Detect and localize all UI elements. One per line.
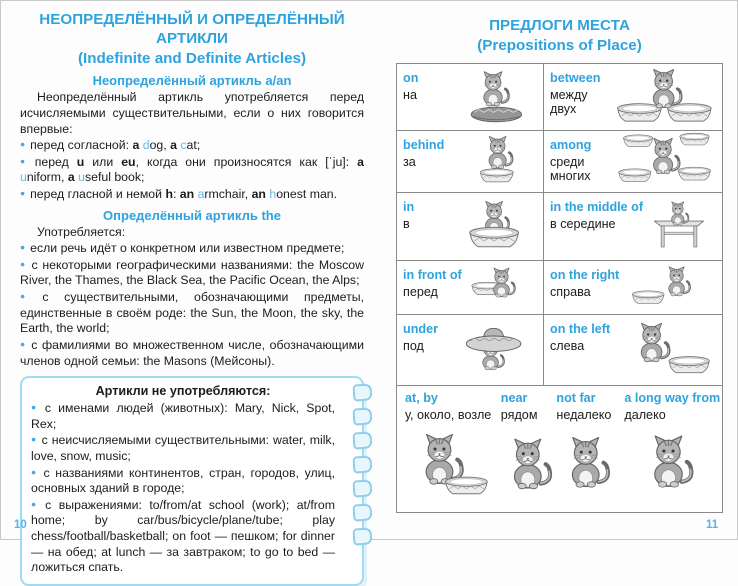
- preposition-ru: недалеко: [556, 407, 612, 422]
- cat-scene-illustration: [642, 200, 716, 252]
- cat-scene-illustration: [453, 134, 537, 188]
- cat-scene-illustration: [416, 422, 490, 507]
- bullet-item: [31, 433, 335, 464]
- preposition-ru: в середине: [550, 216, 616, 231]
- bullet-item: [20, 258, 364, 289]
- preposition-ru: справа: [550, 284, 591, 299]
- cat-scene-illustration: [612, 265, 716, 309]
- table-row: [397, 315, 722, 386]
- bullet-text: с некоторыми географическими названиями: the Moscow River, the Thames, the Black Sea, the Pacific Ocean, the Alps;: [20, 257, 364, 288]
- preposition-ru: на: [403, 87, 417, 102]
- bullet-text: перед гласной и немой h: an armchair, an honest man.: [30, 187, 338, 202]
- bullet-text: с фамилиями во множественном числе, обозначающими членов одной семьи: the Masons (Мейсоны).: [20, 337, 364, 368]
- preposition-ru: рядом: [500, 407, 538, 422]
- bullet-item: [20, 241, 364, 257]
- cat-scene-illustration: [453, 70, 537, 124]
- definite-intro: Употребляется:: [37, 224, 126, 239]
- page-title-line2: АРТИКЛИ: [156, 30, 228, 48]
- prep-cell-in: [397, 193, 544, 260]
- cat-scene-illustration: [632, 422, 706, 507]
- bullet-icon: ●: [20, 338, 27, 349]
- binding-clip-icon: [352, 479, 372, 497]
- cat-scene-illustration: [612, 321, 716, 379]
- preposition-en: on the left: [550, 321, 611, 336]
- bullet-icon: ●: [31, 466, 39, 477]
- preposition-en: a long way from: [624, 390, 721, 405]
- prep-cell-in-front-of: [397, 261, 544, 314]
- preposition-ru: между двух: [550, 87, 588, 116]
- bullet-icon: ●: [31, 402, 40, 413]
- preposition-ru: среди многих: [550, 154, 591, 183]
- binding-clip-icon: [352, 455, 372, 473]
- prep-cell-between: [544, 64, 722, 130]
- binding-clip-icon: [352, 383, 372, 401]
- cat-scene-illustration: [453, 265, 537, 309]
- prep-cell-a-long-way-from: [624, 390, 721, 507]
- bullet-text: с названиями континентов, стран, городов, улиц, основных зданий в городе;: [31, 465, 335, 496]
- preposition-en: on: [403, 70, 419, 85]
- bullet-item: [20, 290, 364, 337]
- prep-cell-among: [544, 131, 722, 192]
- note-box-heading: Артикли не употребляются:: [95, 384, 271, 399]
- bullet-item: [31, 498, 335, 576]
- bullet-text: с неисчисляемыми существительными: water, milk, love, snow, music;: [31, 433, 335, 463]
- page-title-line1: НЕОПРЕДЕЛЁННЫЙ И ОПРЕДЕЛЁННЫЙ: [39, 11, 345, 28]
- bullet-icon: ●: [20, 188, 26, 199]
- preposition-en: near: [500, 390, 528, 405]
- preposition-en: behind: [403, 137, 445, 152]
- cat-scene-illustration: [612, 132, 716, 190]
- prep-cell-on: [397, 64, 544, 130]
- bullet-icon: ●: [20, 139, 26, 150]
- indefinite-intro: Неопределённый артикль употребляется перед исчисляемыми существительными, если о них говорится впервые:: [20, 90, 364, 136]
- cat-scene-illustration: [553, 422, 627, 507]
- bullet-icon: ●: [20, 291, 38, 302]
- table-row-distance: [397, 386, 722, 512]
- prep-cell-on-the-right: [544, 261, 722, 314]
- cat-scene-illustration: [453, 199, 537, 253]
- bullet-text: перед u или eu, когда они произносятся как [ˈju]: a uniform, a useful book;: [20, 154, 364, 185]
- page-title: [20, 10, 364, 68]
- prep-cell-behind: [397, 131, 544, 192]
- bullet-text: с выражениями: to/from/at school (work); at/from home; by car/bus/bicycle/plane/tube; play chess/football/basketball; on foot — пешком; for dinner — на обед; at lunch — за завтраком; to go to bed — ложиться спать.: [31, 497, 335, 575]
- bullet-item: [31, 466, 335, 497]
- cat-scene-illustration: [453, 323, 537, 377]
- binding-clip-icon: [352, 431, 372, 449]
- bullet-text: с именами людей (животных): Mary, Nick, Spot, Rex;: [31, 401, 335, 431]
- bullet-item: [31, 401, 335, 432]
- preposition-en: not far: [556, 390, 596, 405]
- page-title-english: (Indefinite and Definite Articles): [77, 49, 307, 67]
- page-left-articles: [20, 10, 364, 586]
- preposition-ru: перед: [403, 284, 438, 299]
- page-number-left: 10: [14, 519, 27, 531]
- preposition-ru: далеко: [624, 407, 666, 422]
- preposition-ru: у, около, возле: [405, 407, 492, 422]
- page-title-english: (Prepositions of Place): [477, 36, 642, 54]
- prep-cell-under: [397, 315, 544, 385]
- table-row: [397, 193, 722, 261]
- bullet-icon: ●: [31, 498, 41, 509]
- prep-cell-not-far: [556, 391, 624, 507]
- bullet-icon: ●: [20, 242, 26, 253]
- bullet-text: если речь идёт о конкретном или известном предмете;: [30, 241, 345, 256]
- page-title: [396, 16, 723, 56]
- bullet-item: [20, 155, 364, 186]
- preposition-en: at, by: [405, 390, 438, 405]
- section-heading-indefinite: Неопределённый артикль a/an: [92, 73, 292, 89]
- page-number-right: 11: [706, 519, 719, 531]
- preposition-ru: за: [403, 154, 416, 169]
- preposition-en: on the right: [550, 267, 620, 282]
- preposition-en: between: [550, 70, 601, 85]
- bullet-icon: ●: [20, 258, 27, 269]
- bullet-icon: ●: [31, 434, 37, 445]
- bullet-icon: ●: [20, 155, 30, 166]
- preposition-en: in: [403, 199, 415, 214]
- preposition-ru: в: [403, 216, 410, 231]
- bullet-item: [20, 338, 364, 369]
- prep-cell-near: [501, 391, 557, 507]
- binding-clip-icon: [352, 527, 372, 545]
- prep-cell-on-the-left: [544, 315, 722, 385]
- bullet-item: [20, 138, 364, 154]
- section-heading-definite: Определённый артикль the: [103, 207, 281, 223]
- preposition-en: among: [550, 137, 592, 152]
- prep-cell-at-by: [405, 391, 501, 507]
- preposition-ru: под: [403, 338, 424, 353]
- binding-clip-icon: [352, 503, 372, 521]
- prepositions-table: [396, 63, 723, 513]
- bullet-item: [20, 187, 364, 203]
- preposition-en: in front of: [403, 267, 462, 282]
- page-right-prepositions: [396, 16, 723, 513]
- table-row: [397, 131, 722, 193]
- preposition-en: under: [403, 321, 438, 336]
- page-title-line1: ПРЕДЛОГИ МЕСТА: [489, 17, 630, 34]
- table-row: [397, 261, 722, 315]
- preposition-en: in the middle of: [550, 199, 644, 214]
- cat-scene-illustration: [612, 68, 716, 126]
- binding-clip-icon: [352, 407, 372, 425]
- bullet-text: перед согласной: a dog, a cat;: [30, 138, 201, 153]
- table-row: [397, 64, 722, 131]
- no-article-note-box: [20, 376, 364, 586]
- preposition-ru: слева: [550, 338, 585, 353]
- bullet-text: с существительными, обозначающими предметы, единственные в своём роде: the Sun, the Moon, the sky, the Earth, the world;: [20, 290, 364, 336]
- prep-cell-in-the-middle-of: [544, 193, 722, 260]
